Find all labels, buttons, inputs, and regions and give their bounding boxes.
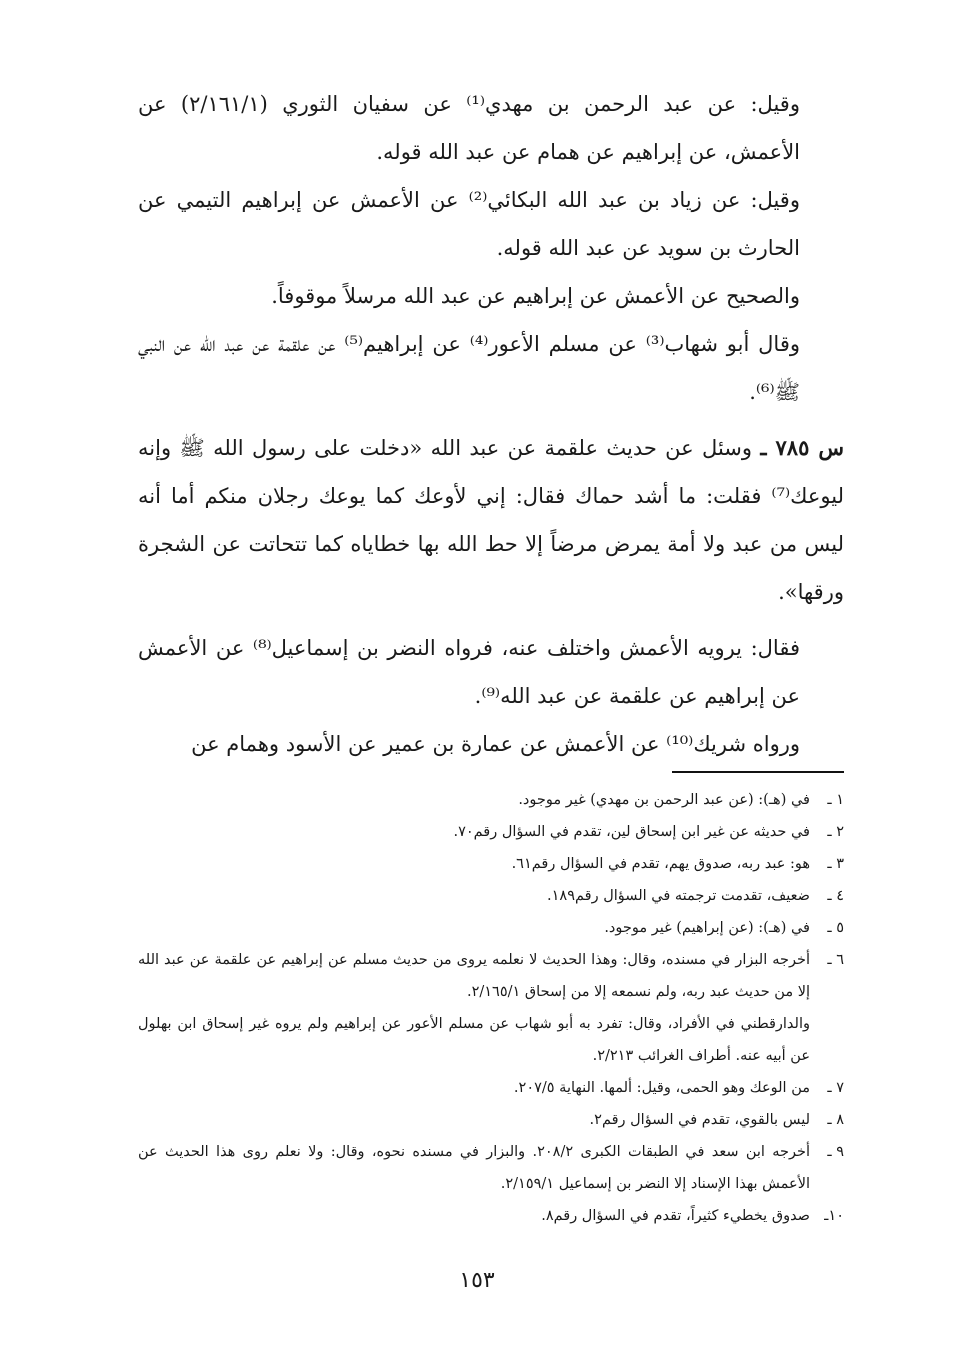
footnote-number: ٢ ـ — [827, 824, 844, 840]
footnote — [138, 1136, 844, 1200]
footnote-number: ٣ ـ — [827, 856, 844, 872]
footnote-number: ١٠ـ — [824, 1208, 844, 1224]
page-number: ١٥٣ — [459, 1268, 495, 1293]
footnote-divider — [672, 771, 844, 773]
footnote-text: ليس بالقوي، تقدم في السؤال رقم٢. — [589, 1112, 810, 1128]
footnotes — [138, 784, 844, 1232]
footnote — [138, 784, 844, 816]
footnote-text: هو: عبد ربه، صدوق يهم، تقدم في السؤال رقم٦١. — [511, 856, 810, 872]
footnote-number: ٩ ـ — [827, 1144, 844, 1160]
footnote-text: في حديثه عن غير ابن إسحاق لين، تقدم في السؤال رقم٧٠. — [453, 824, 810, 840]
question-785 — [138, 424, 844, 616]
footnote-text: أخرجه البزار في مسنده، وقال: وهذا الحديث لا نعلمه يروى من حديث مسلم عن إبراهيم عن علقمة عن عبد الله إلا من حديث عبد ربه، ولم نسمعه إلا من إسحاق ٢/١٦٥/١. — [138, 952, 810, 1000]
footnote-continuation: والدارقطني في الأفراد، وقال: تفرد به أبو شهاب عن مسلم الأعور عن إبراهيم ولم يروه غير إسحاق ابن بهلول عن أبيه عنه. أطراف الغرائب ٢/٢١٣. — [138, 1016, 810, 1064]
footnote-number: ٨ ـ — [827, 1112, 844, 1128]
footnote — [138, 912, 844, 944]
question-text: وسئل عن حديث علقمة عن عبد الله «دخلت على رسول الله ﷺ وإنه ليوعك⁽⁷⁾ فقلت: ما أشد حماك فقال: إني لأوعك كما يوعك رجلان منكم أما أنه ليس من عبد ولا أمة يمرض مرضاً إلا حط الله بها خطاياه كما تتحاتت عن الشجرة ورقها». — [138, 436, 844, 604]
footnote — [138, 880, 844, 912]
footnote-number: ٦ ـ — [827, 952, 844, 968]
footnote-number: ٧ ـ — [827, 1080, 844, 1096]
paragraph-4: وقال أبو شهاب⁽³⁾ عن مسلم الأعور⁽⁴⁾ عن إبراهيم⁽⁵⁾ عن علقمة عن عبد الله عن النبي ﷺ⁽⁶⁾. — [138, 332, 801, 404]
footnote-text: من الوعك وهو الحمى، وقيل: ألمها. النهاية ٢٠٧/٥. — [513, 1080, 810, 1096]
footnote — [138, 1072, 844, 1104]
footnote-text: أخرجه ابن سعد في الطبقات الكبرى ٢٠٨/٢. والبزار في مسنده نحوه، وقال: ولا نعلم روى هذا الحديث عن الأعمش بهذا الإسناد إلا النضر بن إسماعيل ٢/١٥٩/١. — [138, 1144, 810, 1192]
paragraph-5: فقال: يرويه الأعمش واختلف عنه، فرواه النضر بن إسماعيل⁽⁸⁾ عن الأعمش عن إبراهيم عن علقمة عن عبد الله⁽⁹⁾. — [138, 636, 800, 708]
paragraph-3: والصحيح عن الأعمش عن إبراهيم عن عبد الله مرسلاً موقوفاً. — [271, 284, 800, 308]
paragraph-2: وقيل: عن زياد بن عبد الله البكائي⁽²⁾ عن الأعمش عن إبراهيم التيمي عن الحارث بن سويد عن عبد الله قوله. — [138, 188, 800, 260]
main-text — [138, 80, 844, 768]
footnote-text: صدوق يخطيء كثيراً، تقدم في السؤال رقم٨. — [541, 1208, 810, 1224]
footnote — [138, 1104, 844, 1136]
footnote — [138, 1200, 844, 1232]
question-label: س ٧٨٥ ـ — [760, 435, 844, 460]
paragraph-1: وقيل: عن عبد الرحمن بن مهدي⁽¹⁾ عن سفيان الثوري (٢/١٦١/١) عن الأعمش، عن إبراهيم عن همام عن عبد الله قوله. — [138, 92, 800, 164]
footnote-text: في (هـ): (عن عبد الرحمن بن مهدي) غير موجود. — [518, 792, 810, 808]
footnote-text: في (هـ): (عن إبراهيم) غير موجود. — [604, 920, 810, 936]
paragraph-6: ورواه شريك⁽¹⁰⁾ عن الأعمش عن عمارة بن عمير عن الأسود وهمام عن — [191, 732, 800, 756]
footnote-text: ضعيف، تقدمت ترجمته في السؤال رقم١٨٩. — [547, 888, 810, 904]
footnote — [138, 816, 844, 848]
footnote-number: ٥ ـ — [827, 920, 844, 936]
footnote-number: ١ ـ — [827, 792, 844, 808]
footnote-number: ٤ ـ — [827, 888, 844, 904]
footnote — [138, 944, 844, 1008]
footnote — [138, 848, 844, 880]
